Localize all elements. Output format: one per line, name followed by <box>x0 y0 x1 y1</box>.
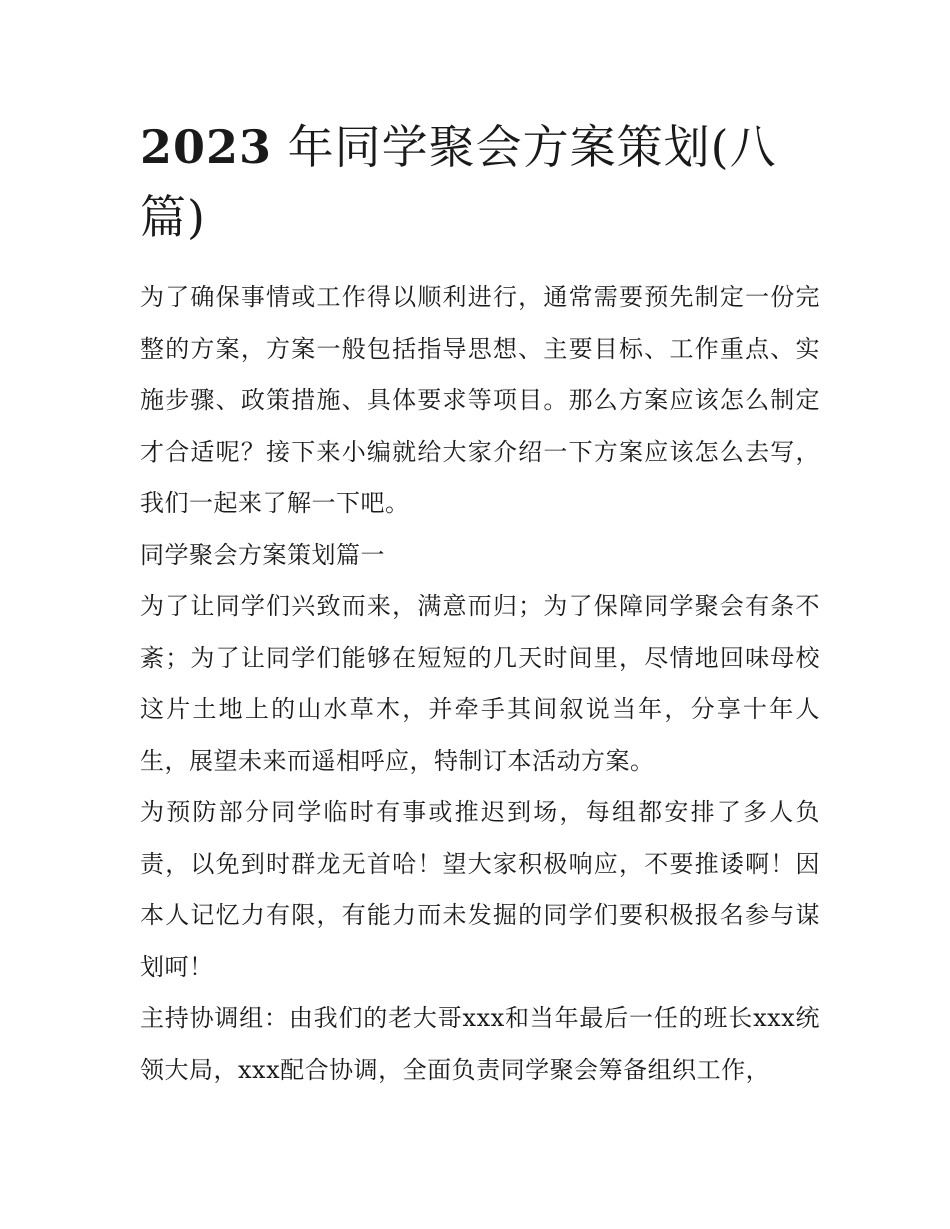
document-page <box>140 112 820 1096</box>
document-body <box>140 272 820 1096</box>
body-paragraph: 主持协调组：由我们的老大哥xxx和当年最后一任的班长xxx统领大局，xxx配合协调，全面负责同学聚会筹备组织工作， <box>140 1004 820 1084</box>
body-paragraph: 为预防部分同学临时有事或推迟到场，每组都安排了多人负责，以免到时群龙无首哈！望大家积极响应，不要推诿啊！因本人记忆力有限，有能力而未发掘的同学们要积极报名参与谋划呵！ <box>140 798 820 981</box>
title-year: 2023 <box>140 120 273 174</box>
body-paragraph: 为了让同学们兴致而来，满意而归；为了保障同学聚会有条不紊；为了让同学们能够在短短的几天时间里，尽情地回味母校这片土地上的山水草木，并牵手其间叙说当年，分享十年人生，展望未来而遥相呼应，特制订本活动方案。 <box>140 592 820 775</box>
title-text: 年同学聚会方案策划(八篇) <box>140 120 777 244</box>
section-heading: 同学聚会方案策划篇一 <box>140 540 385 569</box>
intro-paragraph: 为了确保事情或工作得以顺利进行，通常需要预先制定一份完整的方案，方案一般包括指导思想、主要目标、工作重点、实施步骤、政策措施、具体要求等项目。那么方案应该怎么制定才合适呢？接下来小编就给大家介绍一下方案应该怎么去写，我们一起来了解一下吧。 <box>140 283 820 517</box>
document-title <box>140 112 820 252</box>
